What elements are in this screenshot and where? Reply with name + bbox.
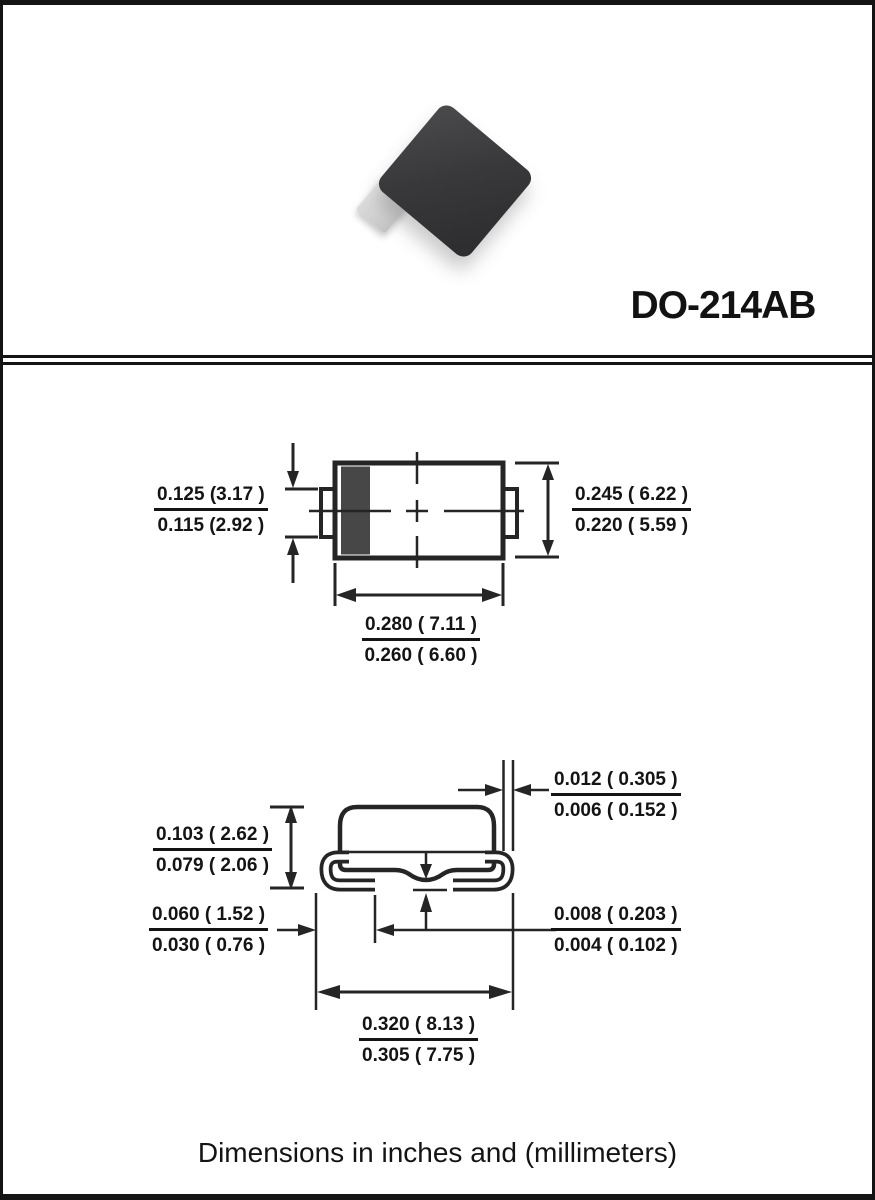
dim-terminal-width [154, 483, 268, 537]
dim-value-max: 0.103 ( 2.62 ) [153, 823, 272, 851]
dim-value-max: 0.012 ( 0.305 ) [551, 768, 681, 796]
dim-body-height [153, 823, 272, 877]
dim-body-width [572, 483, 691, 537]
dim-value-min: 0.030 ( 0.76 ) [152, 935, 266, 956]
package-title: DO-214AB [630, 284, 816, 327]
dim-lead-thickness [551, 768, 681, 822]
dim-value-min: 0.004 ( 0.102 ) [554, 935, 678, 956]
dim-value-max: 0.125 (3.17 ) [154, 483, 268, 511]
dim-value-max: 0.245 ( 6.22 ) [572, 483, 691, 511]
units-caption: Dimensions in inches and (millimeters) [197, 1137, 678, 1168]
dim-value-min: 0.115 (2.92 ) [157, 515, 265, 536]
dim-lead-span [359, 1013, 478, 1067]
dim-foot-length [149, 903, 268, 957]
dim-value-min: 0.305 ( 7.75 ) [362, 1045, 476, 1066]
dim-standoff-height [551, 903, 681, 957]
dim-value-max: 0.008 ( 0.203 ) [551, 903, 681, 931]
dim-value-max: 0.320 ( 8.13 ) [359, 1013, 478, 1041]
dim-value-max: 0.060 ( 1.52 ) [149, 903, 268, 931]
dim-value-min: 0.220 ( 5.59 ) [575, 515, 689, 536]
dim-body-length [362, 613, 480, 667]
dim-value-min: 0.260 ( 6.60 ) [364, 645, 478, 666]
dim-value-max: 0.280 ( 7.11 ) [362, 613, 480, 641]
dim-value-min: 0.079 ( 2.06 ) [156, 855, 270, 876]
dim-value-min: 0.006 ( 0.152 ) [554, 800, 678, 821]
